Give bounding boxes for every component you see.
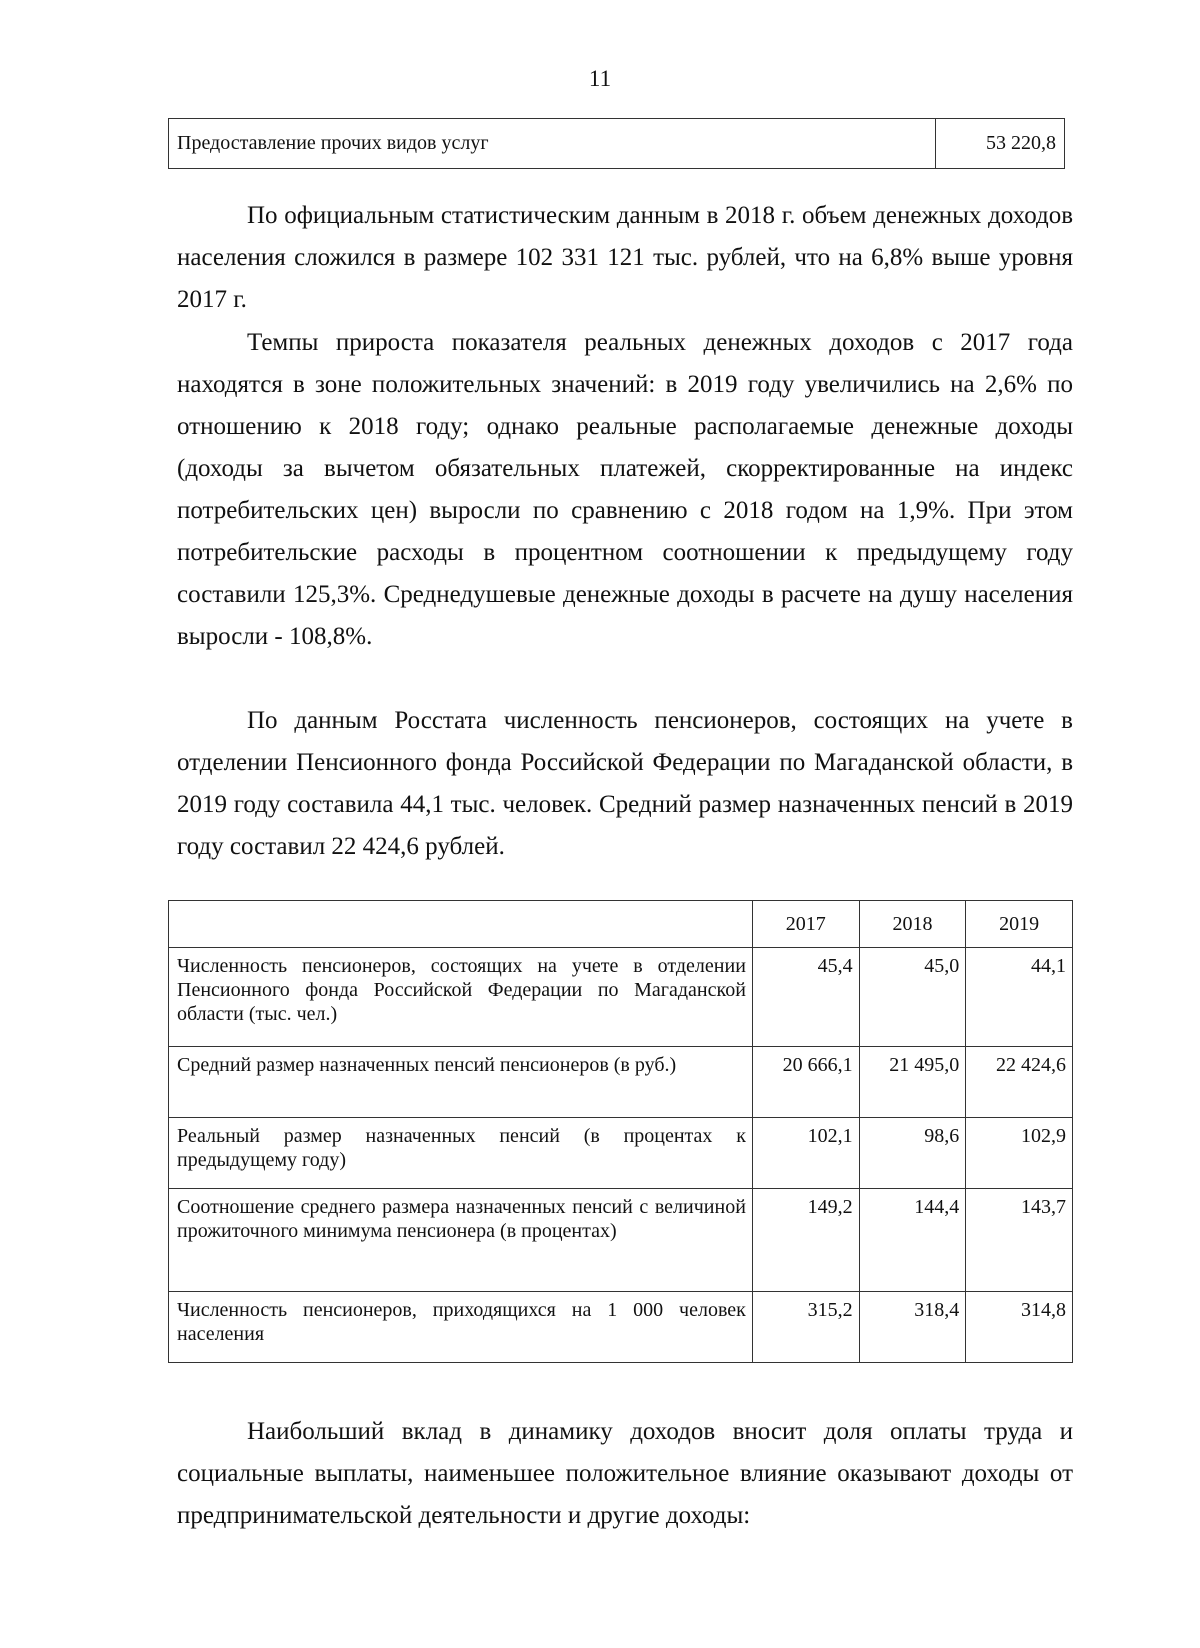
table-row — [169, 1118, 1073, 1189]
row-value-2019: 143,7 — [966, 1189, 1073, 1292]
header-year-2017: 2017 — [752, 901, 859, 948]
row-value-2018: 45,0 — [859, 948, 966, 1047]
services-label: Предоставление прочих видов услуг — [169, 119, 936, 169]
row-value-2018: 318,4 — [859, 1292, 966, 1363]
services-table — [168, 118, 1065, 169]
table-row — [169, 119, 1065, 169]
row-label: Численность пенсионеров, приходящихся на 1 000 человек населения — [169, 1292, 753, 1363]
paragraph-income-structure: Наибольший вклад в динамику доходов вносит доля оплаты труда и социальные выплаты, наименьшее положительное влияние оказывают доходы от предпринимательской деятельности и другие доходы: — [177, 1418, 1073, 1529]
paragraph-real-income: Темпы прироста показателя реальных денежных доходов с 2017 года находятся в зоне положительных значений: в 2019 году увеличились на 2,6% по отношению к 2018 году; однако реальные располагаемые денежные доходы (доходы за вычетом обязательных платежей, скорректированные на индекс потребительских цен) выросли по сравнению с 2018 годом на 1,9%. При этом потребительские расходы в процентном соотношении к предыдущему году составили 125,3%. Среднедушевые денежные доходы в расчете на душу населения выросли - 108,8%. — [177, 329, 1073, 650]
table-row — [169, 1189, 1073, 1292]
row-value-2019: 102,9 — [966, 1118, 1073, 1189]
row-value-2018: 21 495,0 — [859, 1047, 966, 1118]
table-header-row — [169, 901, 1073, 948]
header-empty-cell — [169, 901, 753, 948]
header-year-2019: 2019 — [966, 901, 1073, 948]
services-value: 53 220,8 — [936, 119, 1065, 169]
row-value-2018: 98,6 — [859, 1118, 966, 1189]
row-value-2017: 45,4 — [752, 948, 859, 1047]
table-row — [169, 1047, 1073, 1118]
row-value-2017: 315,2 — [752, 1292, 859, 1363]
table-row — [169, 1292, 1073, 1363]
header-year-2018: 2018 — [859, 901, 966, 948]
row-value-2019: 22 424,6 — [966, 1047, 1073, 1118]
paragraph-income-volume: По официальным статистическим данным в 2018 г. объем денежных доходов населения сложился в размере 102 331 121 тыс. рублей, что на 6,8% выше уровня 2017 г. — [177, 202, 1073, 313]
row-label: Реальный размер назначенных пенсий (в процентах к предыдущему году) — [169, 1118, 753, 1189]
row-value-2019: 314,8 — [966, 1292, 1073, 1363]
pension-table — [168, 900, 1073, 1363]
table-row — [169, 948, 1073, 1047]
row-label: Численность пенсионеров, состоящих на учете в отделении Пенсионного фонда Российской Федерации по Магаданской области (тыс. чел.) — [169, 948, 753, 1047]
row-value-2017: 102,1 — [752, 1118, 859, 1189]
paragraph-pensioners: По данным Росстата численность пенсионеров, состоящих на учете в отделении Пенсионного фонда Российской Федерации по Магаданской области, в 2019 году составила 44,1 тыс. человек. Средний размер назначенных пенсий в 2019 году составил 22 424,6 рублей. — [177, 707, 1073, 860]
row-label: Средний размер назначенных пенсий пенсионеров (в руб.) — [169, 1047, 753, 1118]
row-value-2019: 44,1 — [966, 948, 1073, 1047]
row-value-2018: 144,4 — [859, 1189, 966, 1292]
row-value-2017: 149,2 — [752, 1189, 859, 1292]
row-label: Соотношение среднего размера назначенных пенсий с величиной прожиточного минимума пенсионера (в процентах) — [169, 1189, 753, 1292]
page-number: 11 — [588, 66, 612, 91]
row-value-2017: 20 666,1 — [752, 1047, 859, 1118]
